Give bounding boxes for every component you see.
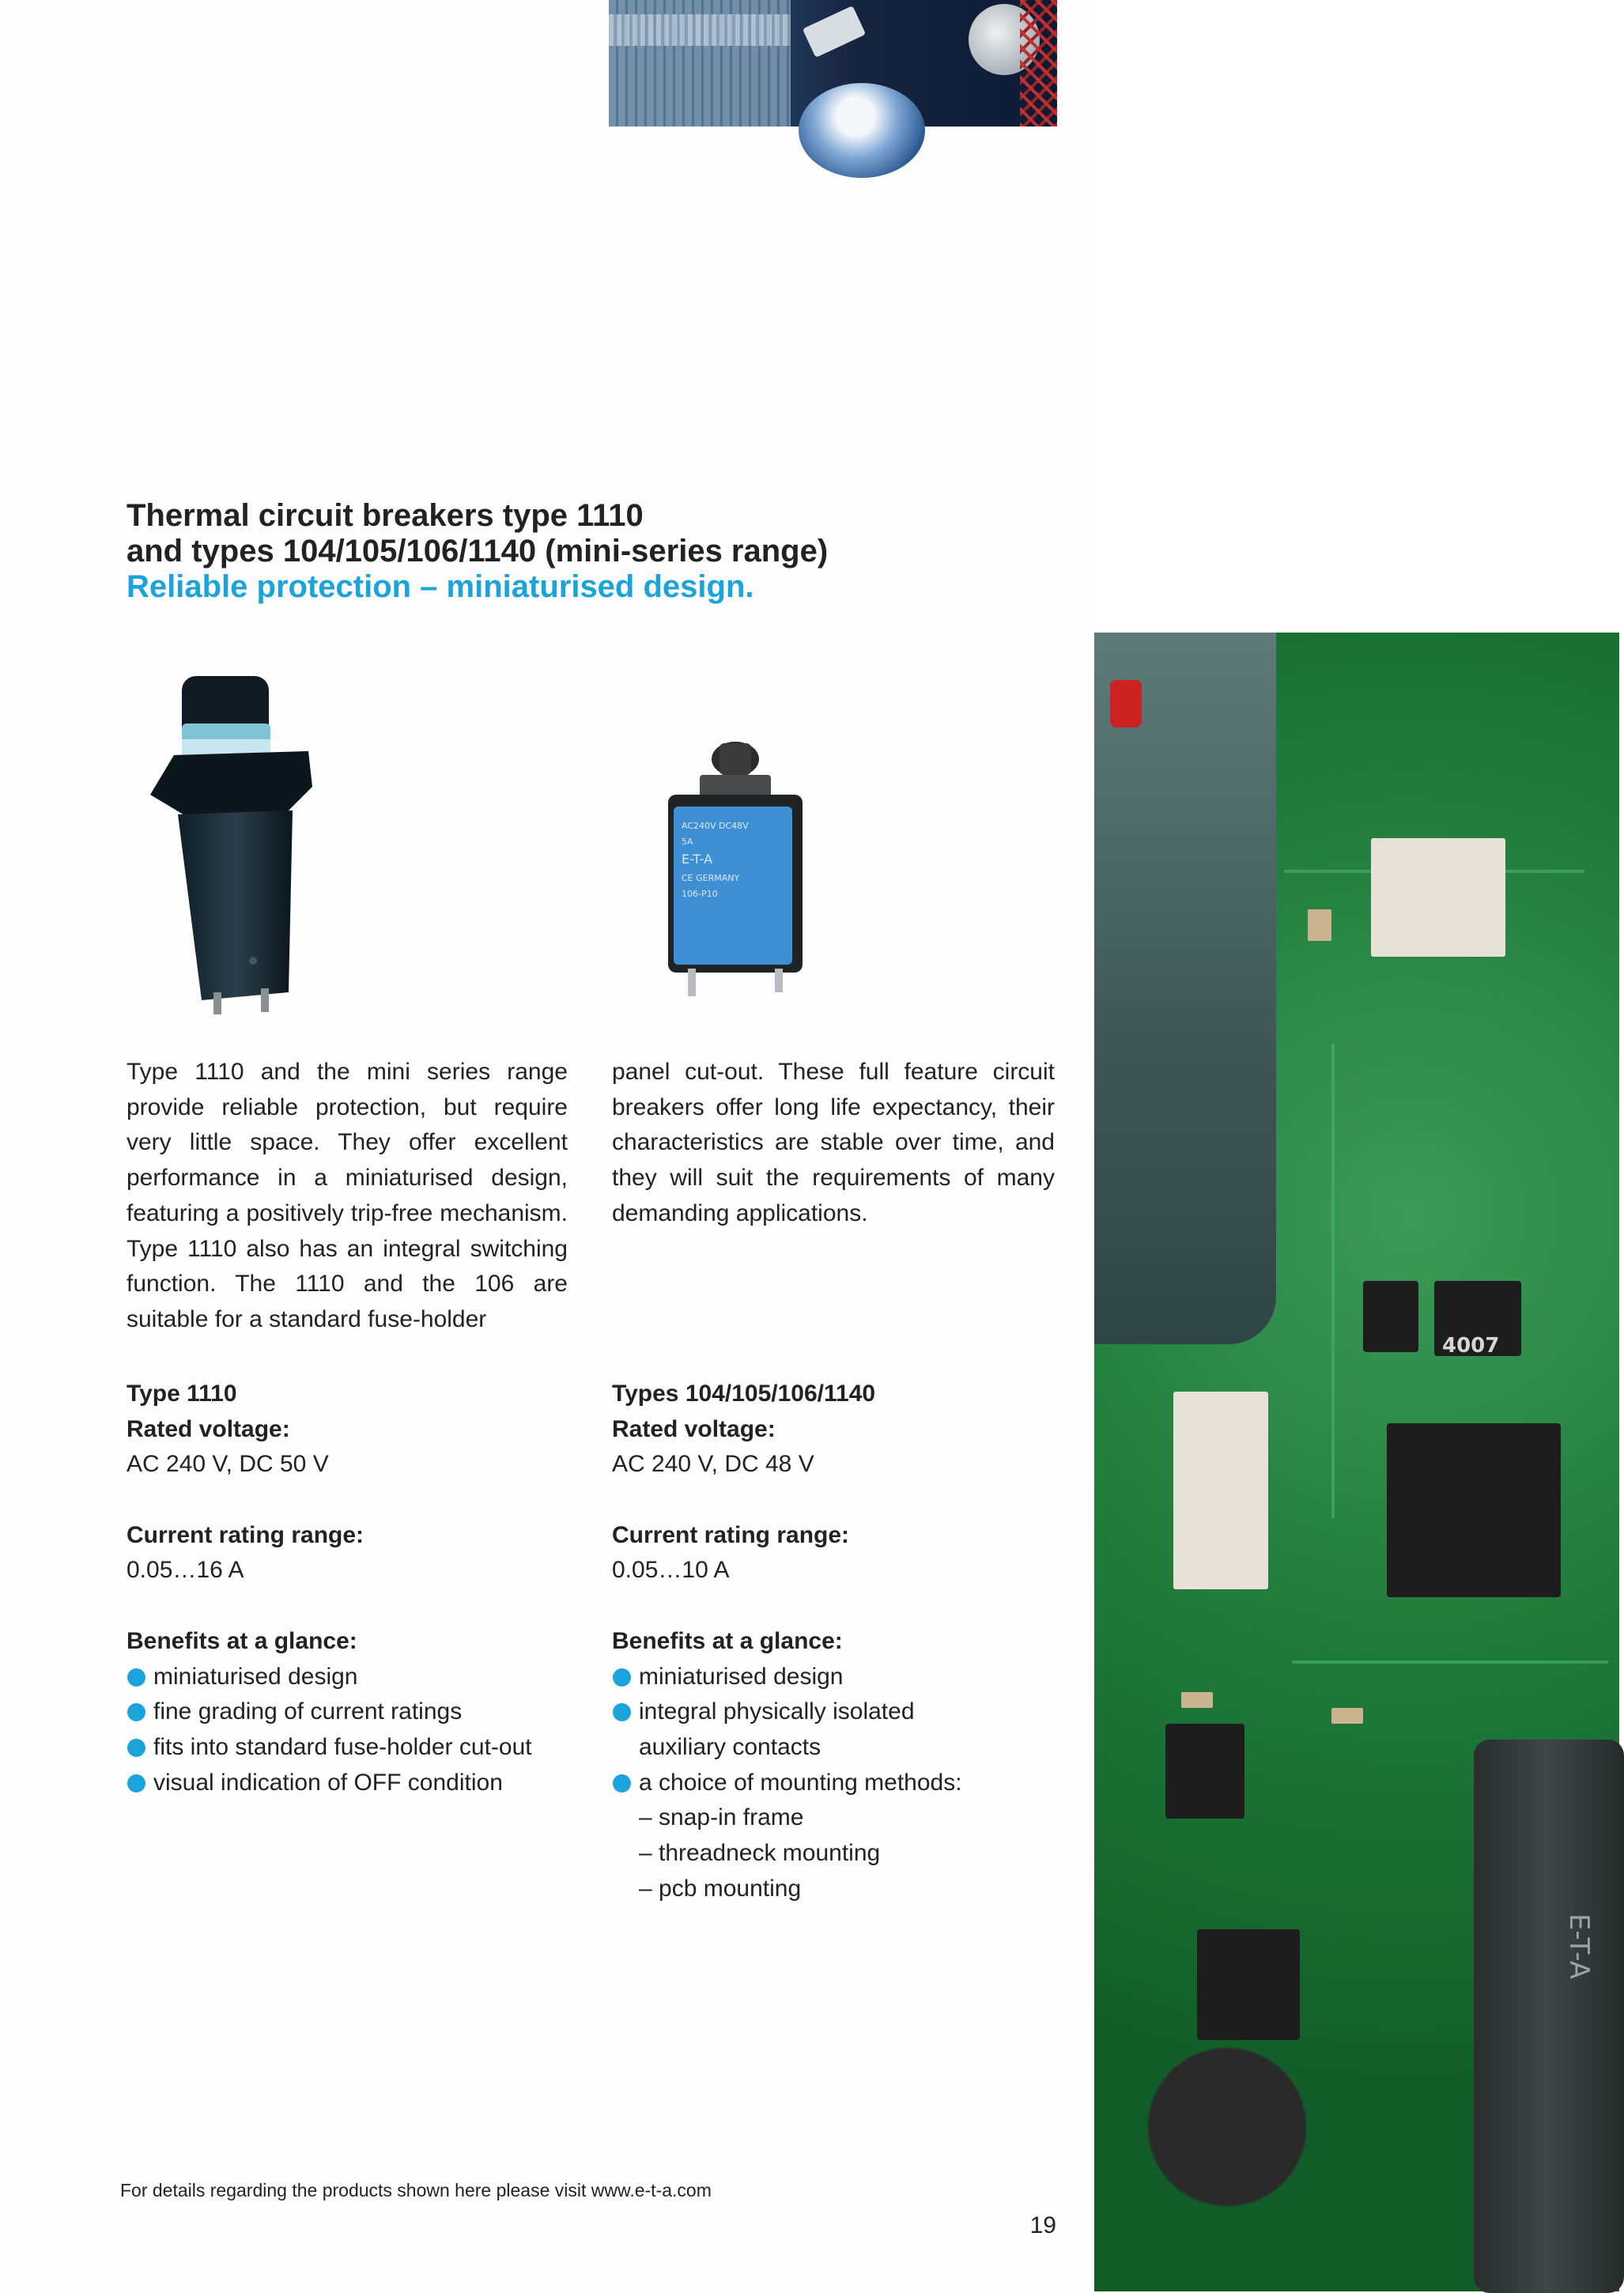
current-rating-label: Current rating range: <box>127 1521 364 1548</box>
spacer <box>127 1483 568 1518</box>
current-rating-value: 0.05…10 A <box>612 1557 730 1584</box>
benefit-item <box>612 1660 1055 1695</box>
spacer <box>612 1483 1055 1518</box>
product-label-line: E-T-A <box>682 852 713 867</box>
intro-paragraph-right: panel cut-out. These full feature circuit breakers offer long life expectancy, their characteristics are stable over time, and they will suit the requirements of many demanding applications. <box>612 1059 1055 1226</box>
benefit-item <box>612 1694 1055 1730</box>
page-heading <box>127 498 996 605</box>
bullet-dot-icon <box>127 1739 145 1757</box>
spacer <box>612 1588 1055 1624</box>
footer-note: For details regarding the products shown here please visit www.e-t-a.com <box>120 2180 712 2200</box>
satellite-graphic <box>803 6 866 58</box>
heading-line-2: and types 104/105/106/1140 (mini-series range) <box>127 534 829 569</box>
benefits-label: Benefits at a glance: <box>127 1627 357 1654</box>
benefit-text: fits into standard fuse-holder cut-out <box>153 1733 532 1760</box>
shadow-graphic <box>1094 1961 1426 2293</box>
server-rack-panel-graphic <box>609 14 791 46</box>
benefit-item <box>612 1766 1055 1801</box>
benefit-continuation: auxiliary contacts <box>639 1733 821 1760</box>
spec-type-title: Types 104/105/106/1140 <box>612 1381 876 1407</box>
product-label-line: 106-P10 <box>682 889 718 899</box>
rated-voltage-label: Rated voltage: <box>127 1415 290 1442</box>
product-label-line: 5A <box>682 837 693 847</box>
product-label-line: AC240V DC48V <box>682 821 749 831</box>
current-rating-label: Current rating range: <box>612 1521 850 1548</box>
product-photo-type-1110 <box>142 676 324 1016</box>
resistor-graphic <box>1181 1692 1213 1708</box>
mounting-method-item: – snap-in frame <box>639 1804 804 1831</box>
benefit-item <box>127 1766 568 1801</box>
pcb-trace <box>1292 1660 1608 1664</box>
intro-paragraph-left: Type 1110 and the mini series range provide reliable protection, but require very little space. They offer excellent performance in a miniaturised design, featuring a positively trip-free mechanism. Type 1110 also has an integral switching function. The 1110 and the 106 are suitable for a standard fuse-holder <box>127 1059 568 1332</box>
intro-text-left <box>127 1055 568 1338</box>
resistor-graphic <box>1331 1708 1363 1724</box>
benefit-item <box>127 1730 568 1766</box>
pcb-text: 4007 <box>1442 1334 1500 1358</box>
spec-type-title: Type 1110 <box>127 1381 237 1407</box>
benefit-text: fine grading of current ratings <box>153 1698 463 1725</box>
product-label-line: CE GERMANY <box>682 873 740 883</box>
heading-subtitle: Reliable protection – miniaturised design. <box>127 569 754 604</box>
connector-housing <box>1094 633 1276 1344</box>
bullet-dot-icon <box>613 1703 631 1721</box>
pcb-text: E-T-A <box>1563 1913 1595 1980</box>
component-graphic <box>1371 838 1505 957</box>
mounting-method-item: – threadneck mounting <box>639 1839 881 1866</box>
bullet-dot-icon <box>613 1774 631 1792</box>
component-graphic <box>1173 1392 1268 1589</box>
chip-graphic <box>1363 1281 1418 1352</box>
top-banner-photo <box>609 0 1057 127</box>
pcb-label-eta <box>1537 1898 1595 2182</box>
chip-graphic <box>1165 1724 1244 1819</box>
antenna-tower-graphic <box>1020 0 1057 127</box>
page-number: 19 <box>1029 2212 1056 2238</box>
benefit-item <box>127 1694 568 1730</box>
benefit-text: a choice of mounting methods: <box>639 1769 962 1796</box>
current-rating-value: 0.05…16 A <box>127 1557 244 1584</box>
earth-graphic <box>799 83 925 178</box>
specs-type-1110 <box>127 1377 568 1800</box>
benefit-text: miniaturised design <box>639 1663 844 1690</box>
resistor-graphic <box>1308 909 1331 941</box>
benefit-text: visual indication of OFF condition <box>153 1769 503 1796</box>
rated-voltage-label: Rated voltage: <box>612 1415 776 1442</box>
bullet-dot-icon <box>127 1774 145 1792</box>
benefit-text: integral physically isolated <box>639 1698 915 1725</box>
rated-voltage-value: AC 240 V, DC 48 V <box>612 1451 814 1478</box>
rated-voltage-value: AC 240 V, DC 50 V <box>127 1451 329 1478</box>
benefit-text: miniaturised design <box>153 1663 358 1690</box>
specs-types-104-105-106-1140 <box>612 1377 1055 1906</box>
spacer <box>127 1588 568 1624</box>
regulator-chip-graphic <box>1387 1423 1561 1597</box>
product-photo-type-106 <box>656 735 814 996</box>
red-button-graphic <box>1110 680 1142 727</box>
mounting-method-item: – pcb mounting <box>639 1875 802 1902</box>
benefits-label: Benefits at a glance: <box>612 1627 843 1654</box>
intro-text-right <box>612 1055 1055 1232</box>
bullet-dot-icon <box>127 1668 145 1687</box>
benefit-item <box>127 1660 568 1695</box>
bullet-dot-icon <box>613 1668 631 1687</box>
heading-line-1: Thermal circuit breakers type 1110 <box>127 498 644 533</box>
pcb-photo <box>1094 633 1619 2291</box>
bullet-dot-icon <box>127 1703 145 1721</box>
pcb-label-4007 <box>1434 1328 1521 1360</box>
pcb-trace <box>1331 1044 1335 1518</box>
